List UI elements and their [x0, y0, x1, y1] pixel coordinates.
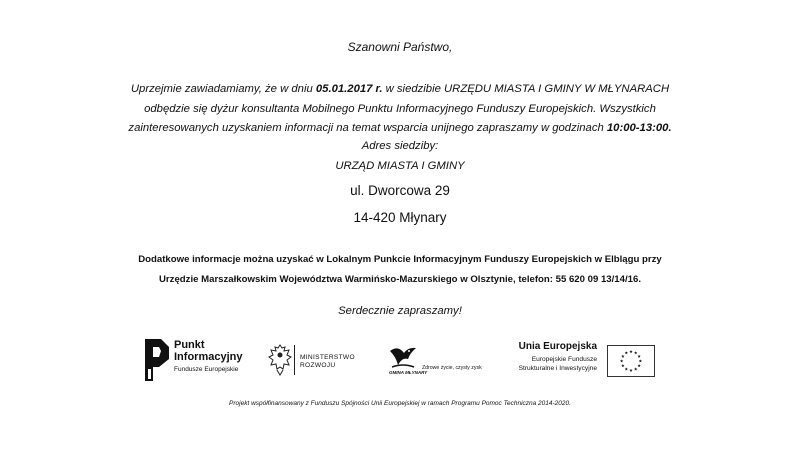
info-line-1: Dodatkowe informacje można uzyskać w Lokalnym Punkcie Informacyjnym Funduszy Europejskich w Elblągu przy — [138, 254, 662, 265]
eu-star — [634, 367, 637, 370]
greeting: Szanowni Państwo, — [347, 40, 453, 54]
mlynary-slogan: Zdrowe życie, czysty zysk — [422, 365, 482, 371]
logo-strip — [0, 337, 800, 387]
eu-line-2: Europejskie Fundusze — [531, 356, 597, 363]
intro-line-1: Uprzejmie zawiadamiamy, że w dniu 05.01.2017 r. w siedzibie URZĘDU MIASTA I GMINY W MŁYNARACH — [130, 83, 670, 95]
eu-flag-icon — [607, 345, 655, 377]
bird-icon — [388, 345, 418, 371]
eu-logo — [515, 341, 655, 381]
event-date: 05.01.2017 r. — [315, 83, 383, 95]
eu-star — [629, 369, 632, 372]
punkt-line-1: Punkt — [174, 339, 205, 351]
polish-eagle-icon — [268, 343, 292, 377]
eu-star — [625, 351, 628, 354]
address-street: ul. Dworcowa 29 — [350, 183, 450, 198]
punkt-line-2: Informacyjny — [174, 351, 243, 363]
ministry-separator — [294, 345, 295, 375]
intro-line-3: zainteresowanych uzyskaniem informacji na temat wsparcia unijnego zapraszamy w godzinach 10:00-13:00. — [128, 122, 672, 134]
ministry-line-2: ROZWOJU — [300, 362, 336, 369]
closing: Serdecznie zapraszamy! — [338, 305, 462, 317]
address-city: 14-420 Młynary — [353, 210, 447, 225]
address-label: Adres siedziby: — [361, 140, 439, 152]
eu-line-3: Strukturalne i Inwestycyjne — [518, 365, 597, 372]
eu-star — [634, 351, 637, 354]
eu-star — [621, 364, 624, 367]
eu-star — [621, 355, 624, 358]
info-line-2: Urzędzie Marszałkowskim Województwa Warmińsko-Mazurskiego w Olsztynie, telefon: 55 620 09 13/14/16. — [159, 274, 641, 285]
ministry-logo — [268, 343, 368, 379]
eu-star — [629, 350, 632, 353]
eu-star — [620, 359, 623, 362]
punkt-informacyjny-logo — [145, 339, 260, 381]
eu-star — [638, 355, 641, 358]
intro-line-2: odbędzie się dyżur konsultanta Mobilnego Punktu Informacyjnego Funduszy Europejskich. Wszystkich — [144, 102, 656, 115]
event-hours: 10:00-13:00. — [606, 122, 672, 134]
ministry-line-1: MINISTERSTWO — [300, 354, 355, 361]
eu-line-1: Unia Europejska — [518, 341, 597, 352]
footer-note: Projekt współfinansowany z Funduszu Spójności Unii Europejskiej w ramach Programu Pomoc Techniczna 2014-2020. — [229, 400, 571, 407]
intro-paragraph — [0, 80, 800, 139]
address-office: URZĄD MIASTA I GMINY — [335, 160, 465, 172]
punkt-mark-icon — [145, 339, 169, 381]
eu-star — [625, 367, 628, 370]
mlynary-logo — [388, 345, 498, 379]
eu-star — [638, 364, 641, 367]
mlynary-name: GMINA MŁYNARY — [389, 370, 428, 375]
eu-star — [639, 359, 642, 362]
additional-info — [0, 250, 800, 290]
punkt-line-3: Fundusze Europejskie — [174, 366, 239, 373]
